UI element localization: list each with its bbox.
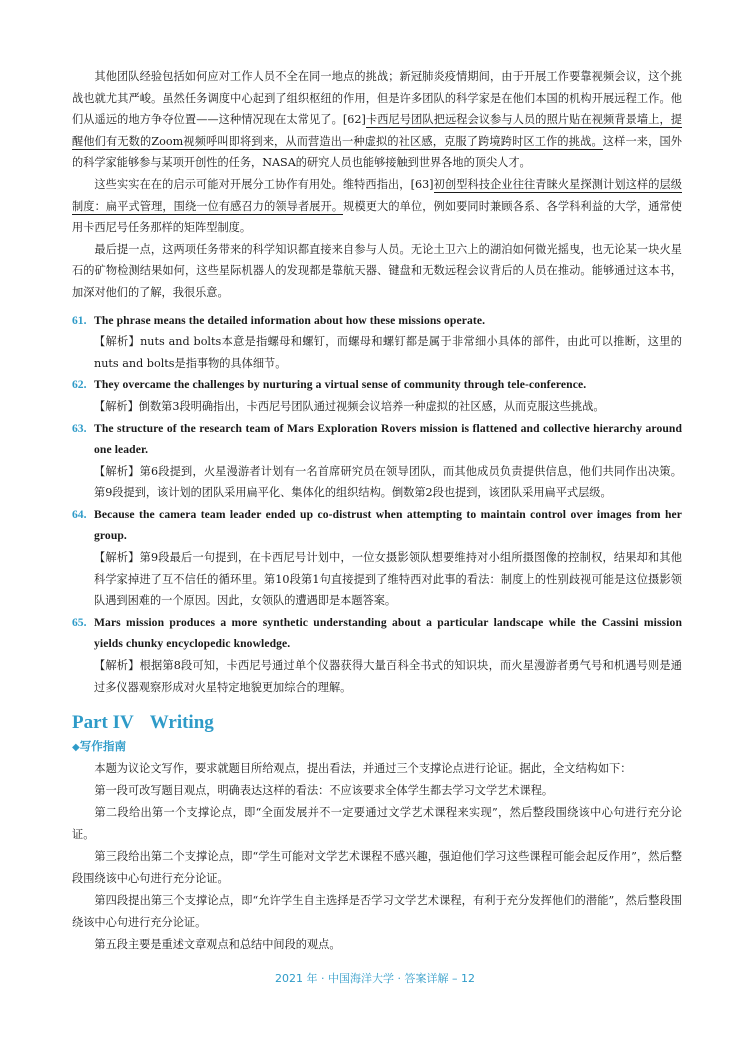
section-part: Part IV xyxy=(72,712,134,734)
explanation-text: 根据第8段可知，卡西尼号通过单个仪器获得大量百科全书式的知识块，而火星漫游者勇气号和机遇号则是通过多仪器观察形成对火星特定地貌更加综合的理解。 xyxy=(94,659,682,694)
passage xyxy=(72,66,682,304)
diamond-icon: ◆ xyxy=(72,742,80,754)
explanation-tag: 【解析】 xyxy=(94,659,140,673)
page-content xyxy=(72,66,682,956)
explanation-text: 倒数第3段明确指出，卡西尼号团队通过视频会议培养一种虚拟的社区感，从而克服这些挑战。 xyxy=(138,399,605,413)
question-number: 61. xyxy=(72,313,87,327)
page-footer: 2021 年 · 中国海洋大学 · 答案详解 – 12 xyxy=(275,972,475,985)
underlined-text: 初创型科技企业往往青睐火星探测计划这样的层级制度：扁平式管理，围绕一位有感召力的领导者展开。 xyxy=(72,177,682,213)
passage-paragraph-3 xyxy=(72,239,682,304)
section-heading xyxy=(72,710,682,736)
passage-paragraph-2 xyxy=(72,174,682,239)
question-number: 65. xyxy=(72,615,87,629)
answer-item-62 xyxy=(72,374,682,417)
passage-text: 规模更大的单位，例如要同时兼顾各系、各学科利益的大学，通常使用卡西尼号任务那样的矩阵型制度。 xyxy=(72,199,682,235)
passage-paragraph-1 xyxy=(72,66,682,174)
answer-list xyxy=(72,310,682,699)
answer-text: Mars mission produces a more synthetic understanding about a particular landscape while the Cassini mission yields chunky encyclopedic knowledge. xyxy=(94,615,682,651)
answer-text: They overcame the challenges by nurturing a virtual sense of community through tele-conference. xyxy=(94,378,587,392)
explanation-text: 第9段最后一句提到，在卡西尼号计划中，一位女摄影领队想要维持对小组所摄图像的控制权，结果却和其他科学家掉进了互不信任的循环里。第10段第1句直接提到了维特西对此事的看法：制度上的性别歧视可能是这位摄影领队遇到困难的一个原因。因此，女领队的遭遇即是本题答案。 xyxy=(94,551,682,608)
guide-subheading xyxy=(72,736,682,758)
question-number: 62. xyxy=(72,378,87,392)
explanation-tag: 【解析】 xyxy=(94,399,139,413)
question-number: 64. xyxy=(72,507,87,521)
answer-text: The structure of the research team of Mars Exploration Rovers mission is flattened and collective hierarchy around one leader. xyxy=(94,421,682,457)
guide-paragraph: 第四段提出第三个支撑论点，即“允许学生自主选择是否学习文学艺术课程，有利于充分发挥他们的潜能”，然后整段围绕该中心句进行充分论证。 xyxy=(72,894,682,930)
underlined-text: 卡西尼号团队把远程会议参与人员的照片贴在视频背景墙上，提醒他们有无数的Zoom视频呼叫即将到来，从而营造出一种虚拟的社区感，克服了跨境跨时区工作的挑战。 xyxy=(72,113,682,148)
guide-paragraph: 第五段主要是重述文章观点和总结中间段的观点。 xyxy=(94,938,341,952)
guide-body xyxy=(72,758,682,956)
guide-paragraph: 第一段可改写题目观点，明确表达这样的看法：不应该要求全体学生都去学习文学艺术课程。 xyxy=(94,784,554,798)
answer-text: The phrase means the detailed information about how these missions operate. xyxy=(94,313,486,327)
answer-item-61 xyxy=(72,310,682,375)
question-number: 63. xyxy=(72,421,87,435)
guide-paragraph: 第二段给出第一个支撑论点，即“全面发展并不一定要通过文学艺术课程来实现”，然后整段围绕该中心句进行充分论证。 xyxy=(72,806,682,842)
answer-item-65 xyxy=(72,612,682,698)
explanation-text: nuts and bolts本意是指螺母和螺钉，而螺母和螺钉都是属于非常细小具体的部件，由此可以推断，这里的nuts and bolts是指事物的具体细节。 xyxy=(94,335,682,370)
guide-title: 写作指南 xyxy=(79,739,127,754)
guide-paragraph: 第三段给出第二个支撑论点，即“学生可能对文学艺术课程不感兴趣，强迫他们学习这些课程可能会起反作用”，然后整段围绕该中心句进行充分论证。 xyxy=(72,850,682,886)
answer-item-63 xyxy=(72,418,682,504)
explanation-tag: 【解析】 xyxy=(94,551,140,565)
guide-paragraph: 本题为议论文写作，要求就题目所给观点，提出看法，并通过三个支撑论点进行论证。据此，全文结构如下： xyxy=(94,762,632,776)
explanation-tag: 【解析】 xyxy=(94,335,141,349)
answer-item-64 xyxy=(72,504,682,612)
explanation-tag: 【解析】 xyxy=(94,464,140,478)
passage-text: 这样一来，国外的科学家能够参与某项开创性的任务，NASA的研究人员也能够接触到世界各地的顶尖人才。 xyxy=(72,134,682,170)
section-name: Writing xyxy=(149,712,214,734)
passage-text: 最后提一点，这两项任务带来的科学知识都直接来自参与人员。无论土卫六上的湖泊如何微光摇曳，也无论某一块火星石的矿物检测结果如何，这些星际机器人的发现都是靠航天器、键盘和无数远程会议背后的人员在推动。能够通过这本书，加深对他们的了解，我很乐意。 xyxy=(72,242,682,299)
passage-text: 其他团队经验包括如何应对工作人员不全在同一地点的挑战；新冠肺炎疫情期间，由于开展工作要靠视频会议，这个挑战也就尤其严峻。虽然任务调度中心起到了组织枢纽的作用，但是许多团队的科学家是在他们本国的机构开展远程工作。他们从遥远的地方争夺位置——这种情况现在太常见了。[62] xyxy=(72,70,682,127)
explanation-text: 第6段提到，火星漫游者计划有一名首席研究员在领导团队，而其他成员负责提供信息，他们共同作出决策。第9段提到，该计划的团队采用扁平化、集体化的组织结构。倒数第2段也提到，该团队采用扁平式层级。 xyxy=(94,464,682,500)
answer-text: Because the camera team leader ended up co-distrust when attempting to maintain control over images from her group. xyxy=(94,507,682,543)
passage-text: 这些实实在在的启示可能对开展分工协作有用处。维特西指出，[63] xyxy=(94,177,434,191)
